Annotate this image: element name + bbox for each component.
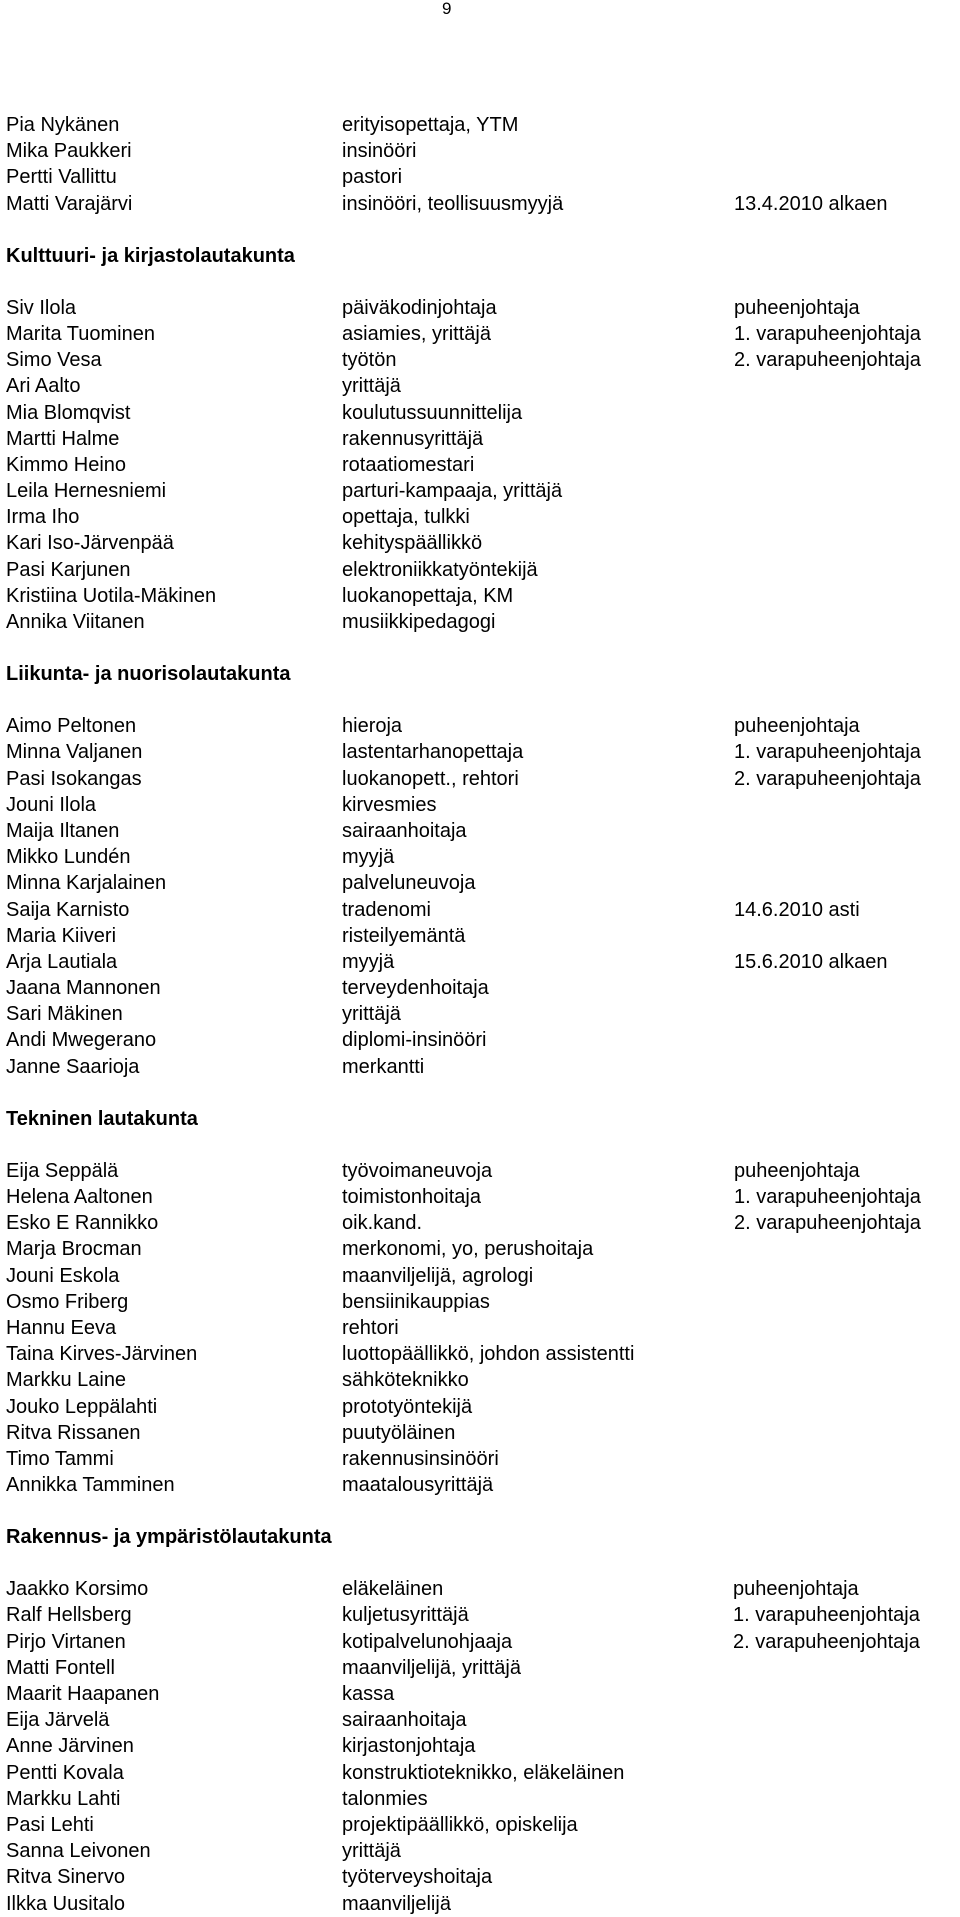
list-item — [6, 112, 956, 138]
member-name: Leila Hernesniemi — [6, 480, 167, 503]
list-item — [6, 1576, 956, 1602]
list-item — [6, 1420, 956, 1446]
member-name: Ritva Sinervo — [6, 1866, 125, 1889]
member-occupation: kuljetusyrittäjä — [342, 1604, 469, 1627]
member-occupation: lastentarhanopettaja — [342, 741, 524, 764]
list-item — [6, 1760, 956, 1786]
spacer — [6, 1498, 956, 1524]
member-occupation: sairaanhoitaja — [342, 819, 467, 842]
member-name: Simo Vesa — [6, 349, 102, 372]
member-occupation: yrittäjä — [342, 1840, 401, 1863]
member-occupation: maatalousyrittäjä — [342, 1474, 494, 1497]
member-occupation: terveydenhoitaja — [342, 977, 489, 1000]
list-item — [6, 609, 956, 635]
list-item — [6, 1315, 956, 1341]
member-name: Marita Tuominen — [6, 322, 155, 345]
list-item — [6, 1158, 956, 1184]
member-occupation: luokanopett., rehtori — [342, 767, 519, 790]
list-item — [6, 1001, 956, 1027]
member-occupation: toimistonhoitaja — [342, 1186, 481, 1208]
member-occupation: bensiinikauppias — [342, 1290, 490, 1313]
member-name: Pia Nykänen — [6, 114, 120, 136]
member-occupation: insinööri — [342, 140, 417, 163]
member-name: Ritva Rissanen — [6, 1421, 141, 1444]
member-occupation: rotaatiomestari — [342, 453, 475, 476]
list-item — [6, 1602, 956, 1628]
member-role: 15.6.2010 alkaen — [734, 950, 888, 973]
list-item — [6, 530, 956, 556]
member-occupation: eläkeläinen — [342, 1578, 444, 1601]
member-name: Mika Paukkeri — [6, 140, 132, 163]
member-name: Jaakko Korsimo — [6, 1578, 149, 1601]
list-item — [6, 1054, 956, 1080]
member-occupation: elektroniikkatyöntekijä — [342, 558, 538, 581]
section-title-kulttuuri: Kulttuuri- ja kirjastolautakunta — [6, 244, 295, 267]
section-kulttuuri-members — [6, 295, 956, 635]
member-name: Pentti Kovala — [6, 1761, 124, 1784]
list-item — [6, 1367, 956, 1393]
member-name: Minna Valjanen — [6, 741, 143, 764]
list-item — [6, 975, 956, 1001]
list-item — [6, 1472, 956, 1498]
member-occupation: opettaja, tulkki — [342, 506, 470, 529]
member-name: Pasi Karjunen — [6, 558, 131, 581]
page-number: 9 — [442, 0, 452, 18]
member-name: Aimo Peltonen — [6, 715, 137, 738]
list-item — [6, 164, 956, 190]
member-occupation: koulutussuunnittelija — [342, 401, 523, 424]
member-occupation: insinööri, teollisuusmyyjä — [342, 192, 564, 215]
member-occupation: luokanopettaja, KM — [342, 584, 514, 607]
section-title-tekninen: Tekninen lautakunta — [6, 1107, 198, 1130]
list-item — [6, 1812, 956, 1838]
list-item — [6, 1864, 956, 1890]
member-occupation: sähköteknikko — [342, 1369, 469, 1392]
spacer — [6, 687, 956, 713]
member-occupation: kirjastonjohtaja — [342, 1735, 476, 1758]
member-role: 1. varapuheenjohtaja — [734, 741, 921, 764]
member-name: Jouko Leppälahti — [6, 1395, 158, 1418]
list-item — [6, 557, 956, 583]
list-item — [6, 400, 956, 426]
member-occupation: työterveyshoitaja — [342, 1866, 493, 1889]
member-name: Eija Seppälä — [6, 1159, 119, 1182]
member-name: Minna Karjalainen — [6, 872, 167, 895]
spacer — [6, 635, 956, 661]
member-name: Anne Järvinen — [6, 1735, 134, 1758]
list-item — [6, 1891, 956, 1917]
member-occupation: risteilyemäntä — [342, 924, 466, 947]
list-item — [6, 321, 956, 347]
document-body — [6, 112, 956, 1917]
member-name: Maria Kiiveri — [6, 924, 117, 947]
member-occupation: asiamies, yrittäjä — [342, 322, 491, 345]
member-occupation: luottopäällikkö, johdon assistentti — [342, 1343, 635, 1366]
member-occupation: musiikkipedagogi — [342, 611, 496, 633]
list-item — [6, 1341, 956, 1367]
member-occupation: rakennusyrittäjä — [342, 427, 484, 450]
list-item — [6, 347, 956, 373]
spacer — [6, 269, 956, 295]
member-name: Sanna Leivonen — [6, 1840, 151, 1863]
list-item — [6, 923, 956, 949]
section-rakennus-members — [6, 1576, 956, 1916]
member-name: Pasi Isokangas — [6, 767, 142, 790]
member-name: Mikko Lundén — [6, 846, 131, 869]
member-role: 2. varapuheenjohtaja — [734, 1212, 921, 1235]
member-name: Osmo Friberg — [6, 1290, 129, 1313]
section-liikunta-members — [6, 713, 956, 1080]
list-item — [6, 373, 956, 399]
member-occupation: kotipalvelunohjaaja — [342, 1630, 513, 1653]
member-role: 14.6.2010 asti — [734, 898, 860, 921]
member-occupation: yrittäjä — [342, 375, 401, 398]
member-role: 13.4.2010 alkaen — [734, 192, 888, 215]
member-name: Timo Tammi — [6, 1447, 114, 1470]
member-occupation: palveluneuvoja — [342, 872, 476, 895]
member-occupation: tradenomi — [342, 898, 431, 921]
list-item — [6, 1394, 956, 1420]
member-occupation: maanviljelijä — [342, 1892, 451, 1915]
list-item — [6, 1210, 956, 1236]
member-role: puheenjohtaja — [734, 1159, 860, 1182]
member-name: Annikka Tamminen — [6, 1474, 175, 1497]
member-role: puheenjohtaja — [734, 715, 860, 738]
list-item — [6, 949, 956, 975]
member-name: Irma Iho — [6, 506, 80, 529]
member-name: Annika Viitanen — [6, 611, 145, 633]
list-item — [6, 1446, 956, 1472]
member-occupation: kehityspäällikkö — [342, 532, 483, 555]
member-name: Jouni Ilola — [6, 793, 97, 816]
list-item — [6, 1681, 956, 1707]
list-item — [6, 452, 956, 478]
list-item — [6, 766, 956, 792]
member-occupation: erityisopettaja, YTM — [342, 114, 519, 136]
member-name: Taina Kirves-Järvinen — [6, 1343, 198, 1366]
member-occupation: hieroja — [342, 715, 403, 738]
member-occupation: sairaanhoitaja — [342, 1709, 467, 1732]
member-name: Andi Mwegerano — [6, 1029, 157, 1052]
list-item — [6, 713, 956, 739]
list-item — [6, 1733, 956, 1759]
member-name: Maarit Haapanen — [6, 1683, 160, 1705]
list-item — [6, 426, 956, 452]
member-occupation: päiväkodinjohtaja — [342, 296, 497, 319]
member-name: Helena Aaltonen — [6, 1186, 153, 1208]
member-role: 1. varapuheenjohtaja — [734, 1186, 921, 1208]
list-item — [6, 1236, 956, 1262]
member-occupation: rehtori — [342, 1316, 399, 1339]
list-item — [6, 583, 956, 609]
section-title-rakennus: Rakennus- ja ympäristölautakunta — [6, 1526, 332, 1549]
member-occupation: kirvesmies — [342, 793, 437, 816]
list-item — [6, 504, 956, 530]
member-name: Siv Ilola — [6, 296, 77, 319]
member-name: Marja Brocman — [6, 1238, 142, 1261]
member-occupation: talonmies — [342, 1787, 428, 1810]
member-name: Mia Blomqvist — [6, 401, 131, 424]
member-occupation: myyjä — [342, 950, 395, 973]
spacer — [6, 1080, 956, 1106]
list-item — [6, 1707, 956, 1733]
spacer — [6, 1550, 956, 1576]
list-item — [6, 792, 956, 818]
section-title-liikunta: Liikunta- ja nuorisolautakunta — [6, 663, 291, 686]
list-item — [6, 478, 956, 504]
list-item — [6, 1289, 956, 1315]
member-occupation: työtön — [342, 349, 397, 372]
member-name: Matti Varajärvi — [6, 192, 133, 215]
member-name: Matti Fontell — [6, 1656, 115, 1679]
list-item — [6, 844, 956, 870]
member-name: Pirjo Virtanen — [6, 1630, 126, 1653]
list-item — [6, 1838, 956, 1864]
list-item — [6, 1655, 956, 1681]
member-name: Arja Lautiala — [6, 950, 118, 973]
list-item — [6, 1263, 956, 1289]
member-occupation: rakennusinsinööri — [342, 1447, 499, 1470]
member-occupation: oik.kand. — [342, 1212, 423, 1235]
list-item — [6, 295, 956, 321]
member-name: Kari Iso-Järvenpää — [6, 532, 174, 555]
list-item — [6, 138, 956, 164]
list-item — [6, 739, 956, 765]
member-occupation: puutyöläinen — [342, 1421, 456, 1444]
member-name: Esko E Rannikko — [6, 1212, 159, 1235]
member-name: Kristiina Uotila-Mäkinen — [6, 584, 217, 607]
member-name: Jouni Eskola — [6, 1264, 120, 1287]
member-role: 1. varapuheenjohtaja — [733, 1604, 920, 1627]
member-name: Sari Mäkinen — [6, 1003, 123, 1026]
member-occupation: työvoimaneuvoja — [342, 1159, 493, 1182]
member-role: puheenjohtaja — [734, 296, 860, 319]
list-item — [6, 1184, 956, 1210]
member-occupation: merkantti — [342, 1055, 425, 1078]
member-occupation: projektipäällikkö, opiskelija — [342, 1813, 578, 1836]
member-occupation: konstruktioteknikko, eläkeläinen — [342, 1761, 625, 1784]
member-role: 1. varapuheenjohtaja — [734, 322, 921, 345]
section-tekninen-members — [6, 1158, 956, 1498]
member-name: Pasi Lehti — [6, 1813, 94, 1836]
member-name: Eija Järvelä — [6, 1709, 110, 1732]
member-occupation: yrittäjä — [342, 1003, 401, 1026]
member-name: Markku Laine — [6, 1369, 127, 1392]
member-occupation: maanviljelijä, yrittäjä — [342, 1656, 521, 1679]
list-item — [6, 1629, 956, 1655]
list-item — [6, 1786, 956, 1812]
spacer — [6, 1132, 956, 1158]
member-name: Saija Karnisto — [6, 898, 130, 921]
member-name: Kimmo Heino — [6, 453, 127, 476]
list-item — [6, 870, 956, 896]
list-item — [6, 191, 956, 217]
member-name: Ralf Hellsberg — [6, 1604, 132, 1627]
intro-member-list — [6, 112, 956, 217]
member-name: Pertti Vallittu — [6, 166, 117, 189]
list-item — [6, 897, 956, 923]
member-name: Ilkka Uusitalo — [6, 1892, 125, 1915]
member-name: Ari Aalto — [6, 375, 81, 398]
member-role: 2. varapuheenjohtaja — [733, 1630, 920, 1653]
member-name: Janne Saarioja — [6, 1055, 140, 1078]
member-occupation: pastori — [342, 166, 403, 189]
member-name: Jaana Mannonen — [6, 977, 161, 1000]
member-name: Maija Iltanen — [6, 819, 120, 842]
member-name: Martti Halme — [6, 427, 120, 450]
member-role: puheenjohtaja — [733, 1578, 859, 1601]
member-name: Markku Lahti — [6, 1787, 121, 1810]
list-item — [6, 1027, 956, 1053]
member-occupation: kassa — [342, 1683, 395, 1705]
member-occupation: diplomi-insinööri — [342, 1029, 487, 1052]
member-occupation: myyjä — [342, 846, 395, 869]
member-name: Hannu Eeva — [6, 1316, 117, 1339]
member-occupation: maanviljelijä, agrologi — [342, 1264, 534, 1287]
member-role: 2. varapuheenjohtaja — [734, 767, 921, 790]
spacer — [6, 217, 956, 243]
member-role: 2. varapuheenjohtaja — [734, 349, 921, 372]
member-occupation: parturi-kampaaja, yrittäjä — [342, 480, 563, 503]
list-item — [6, 818, 956, 844]
member-occupation: prototyöntekijä — [342, 1395, 473, 1418]
member-occupation: merkonomi, yo, perushoitaja — [342, 1238, 594, 1261]
